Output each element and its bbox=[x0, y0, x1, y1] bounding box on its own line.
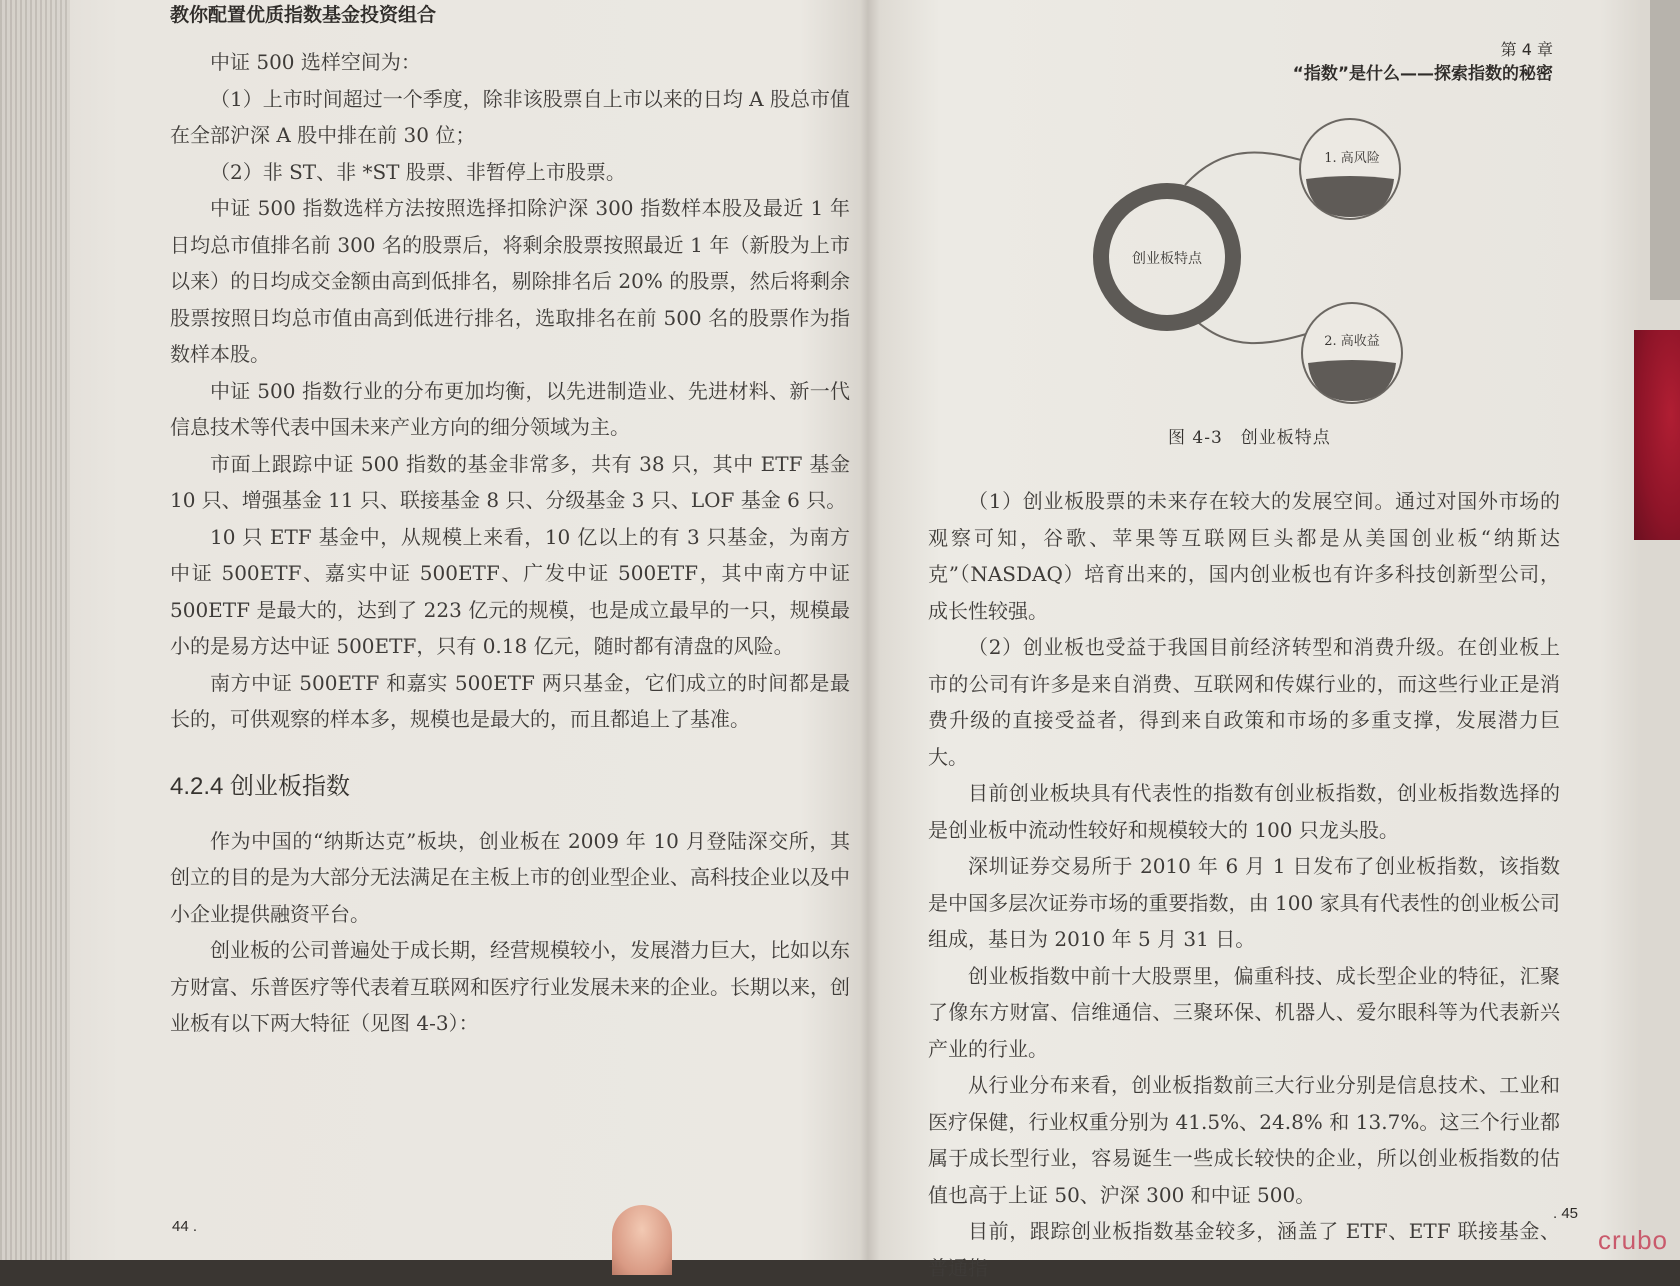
chapter-label: 第 4 章 bbox=[1500, 40, 1553, 59]
paragraph: 目前，跟踪创业板指数基金较多，涵盖了 ETF、ETF 联接基金、普通指 bbox=[928, 1219, 1560, 1280]
paragraph: （1）创业板股票的未来存在较大的发展空间。通过对国外市场的观察可知，谷歌、苹果等互联网巨头都是从美国创业板“纳斯达克”（NASDAQ）培育出来的，国内创业板也有许多科技创新型公司，成长性较强。 bbox=[928, 489, 1560, 623]
paragraph: 目前创业板块具有代表性的指数有创业板指数，创业板指数选择的是创业板中流动性较好和规模较大的 100 只龙头股。 bbox=[928, 781, 1560, 842]
chapter-title: “指数”是什么——探索指数的秘密 bbox=[1292, 64, 1553, 84]
section-title: 4.2.4 创业板指数 bbox=[170, 772, 351, 800]
connector-line-bottom bbox=[1190, 315, 1320, 343]
figure-4-3-diagram bbox=[1090, 105, 1410, 425]
paragraph: 作为中国的“纳斯达克”板块，创业板在 2009 年 10 月登陆深交所，其创立的目的是为大部分无法满足在主板上市的创业型企业、高科技企业以及中小企业提供融资平台。 bbox=[170, 828, 850, 926]
paragraph: 深圳证券交易所于 2010 年 6 月 1 日发布了创业板指数，该指数是中国多层次证券市场的重要指数，由 100 家具有代表性的创业板公司组成，基日为 2010 年 5 月 31 日。 bbox=[928, 854, 1560, 951]
paragraph: 南方中证 500ETF 和嘉实 500ETF 两只基金，它们成立的时间都是最长的，可供观察的样本多，规模也是最大的，而且都追上了基准。 bbox=[170, 670, 850, 731]
paragraph: 中证 500 选样空间为： bbox=[210, 50, 421, 74]
node-fill bbox=[1308, 360, 1396, 401]
left-page bbox=[170, 40, 850, 1042]
chapter-header bbox=[1293, 38, 1553, 86]
page-number-left: 44 . bbox=[172, 1218, 198, 1235]
paragraph: 市面上跟踪中证 500 指数的基金非常多，共有 38 只，其中 ETF 基金 10 只、增强基金 11 只、联接基金 8 只、分级基金 3 只、LOF 基金 6 只。 bbox=[170, 451, 850, 512]
paragraph: 从行业分布来看，创业板指数前三大行业分别是信息技术、工业和医疗保健，行业权重分别为 41.5%、24.8% 和 13.7%。这三个行业都属于成长型行业，容易诞生一些成长较快的企业，所以创业板指数的估值也高于上证 50、沪深 300 和中证 500。 bbox=[928, 1073, 1560, 1207]
right-page-body bbox=[928, 483, 1560, 1286]
center-label: 创业板特点 bbox=[1132, 251, 1202, 267]
paragraph: （2）创业板也受益于我国目前经济转型和消费升级。在创业板上市的公司有许多是来自消费、互联网和传媒行业的，而这些行业正是消费升级的直接受益者，得到来自政策和市场的多重支撑，发展潜力巨大。 bbox=[928, 635, 1560, 769]
watermark: crubo bbox=[1597, 1225, 1668, 1255]
paragraph: （1）上市时间超过一个季度，除非该股票自上市以来的日均 A 股总市值在全部沪深 A 股中排在前 30 位； bbox=[170, 86, 850, 147]
node-high-return bbox=[1302, 303, 1402, 403]
red-cloth bbox=[1634, 330, 1680, 540]
paragraph: 中证 500 指数选样方法按照选择扣除沪深 300 指数样本股及最近 1 年日均总市值排名前 300 名的股票后，将剩余股票按照最近 1 年（新股为上市以来）的日均成交金额由高到低排名，剔除排名后 20% 的股票，然后将剩余股票按照日均总市值由高到低进行排名，选取排名在前 500 名的股票作为指数样本股。 bbox=[170, 196, 850, 366]
paragraph: 创业板指数中前十大股票里，偏重科技、成长型企业的特征，汇聚了像东方财富、信维通信、三聚环保、机器人、爱尔眼科等为代表新兴产业的行业。 bbox=[928, 963, 1560, 1061]
node-high-risk bbox=[1300, 119, 1400, 219]
figure-caption: 图 4-3 创业板特点 bbox=[1168, 428, 1331, 448]
node-fill bbox=[1306, 176, 1394, 217]
paragraph: 创业板的公司普遍处于成长期，经营规模较小，发展潜力巨大，比如以东方财富、乐普医疗等代表着互联网和医疗行业发展未来的企业。长期以来，创业板有以下两大特征（见图 4-3）： bbox=[170, 938, 850, 1035]
paragraph: （2）非 ST、非 *ST 股票、非暂停上市股票。 bbox=[210, 159, 626, 184]
running-head: 教你配置优质指数基金投资组合 bbox=[170, 4, 437, 26]
page-number-right: . 45 bbox=[1553, 1205, 1579, 1222]
node-label: 1. 高风险 bbox=[1324, 151, 1380, 166]
node-label: 2. 高收益 bbox=[1324, 334, 1380, 349]
paragraph: 10 只 ETF 基金中，从规模上来看，10 亿以上的有 3 只基金，为南方中证 500ETF、嘉实中证 500ETF、广发中证 500ETF，其中南方中证 500ETF 是最大的，达到了 223 亿元的规模，也是成立最早的一只，规模最小的是易方达中证 500ETF，只有 0.18 亿元，随时都有清盘的风险。 bbox=[170, 524, 850, 658]
paragraph: 中证 500 指数行业的分布更加均衡，以先进制造业、先进材料、新一代信息技术等代表中国未来产业方向的细分领域为主。 bbox=[170, 378, 850, 439]
page-edges bbox=[0, 0, 70, 1260]
finger bbox=[612, 1205, 672, 1275]
background-table bbox=[1650, 0, 1680, 300]
